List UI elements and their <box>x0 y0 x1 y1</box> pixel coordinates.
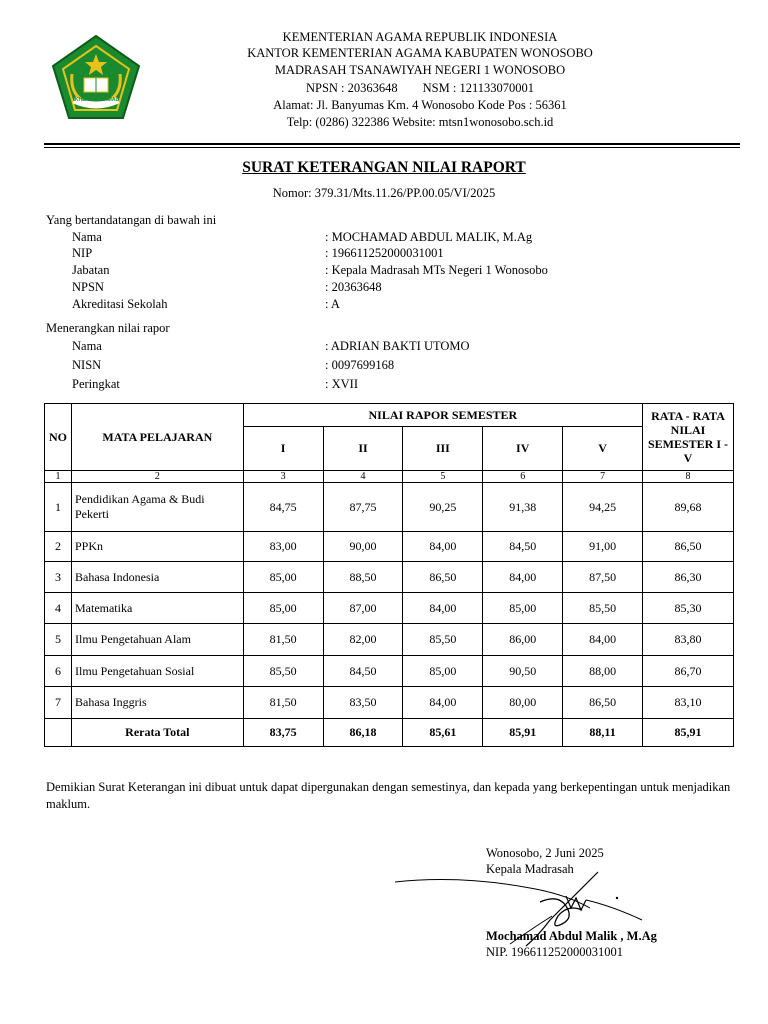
header-subject: MATA PELAJARAN <box>71 404 243 471</box>
row-sem-5: 86,50 <box>563 687 643 719</box>
row-subject: Bahasa Inggris <box>71 687 243 719</box>
row-sem-1: 83,00 <box>243 532 323 562</box>
row-subject: Ilmu Pengetahuan Sosial <box>71 656 243 687</box>
student-nisn-value: : 0097699168 <box>325 358 395 372</box>
total-label: Rerata Total <box>71 719 243 747</box>
row-subject: Matematika <box>71 593 243 624</box>
row-sem-5: 84,00 <box>563 624 643 656</box>
row-average: 89,68 <box>643 483 734 532</box>
row-average: 85,30 <box>643 593 734 624</box>
grades-table <box>44 403 734 747</box>
table-row <box>45 624 734 656</box>
table-row <box>45 687 734 719</box>
signer-full-name: Mochamad Abdul Malik , M.Ag <box>486 929 657 943</box>
school-address: Alamat: Jl. Banyumas Km. 4 Wonosobo Kode Pos : 56361 <box>273 98 567 112</box>
header-sem-1: I <box>243 427 323 471</box>
total-no <box>45 719 72 747</box>
index-cell: 8 <box>643 471 734 483</box>
row-no: 1 <box>45 483 72 532</box>
table-row <box>45 532 734 562</box>
row-average: 83,80 <box>643 624 734 656</box>
header-sem-5: V <box>563 427 643 471</box>
row-sem-2: 87,75 <box>323 483 403 532</box>
intro-text: Yang bertandatangan di bawah ini <box>46 213 217 227</box>
total-sem-3: 85,61 <box>403 719 483 747</box>
total-row <box>45 719 734 747</box>
student-rank-value: : XVII <box>325 377 358 391</box>
closing-statement: Demikian Surat Keterangan ini dibuat untuk dapat dipergunakan dengan semestinya, dan kepada yang berkepentingan untuk menjadikan maklum. <box>46 780 731 811</box>
logo-motto: IKHLAS BERAMAL <box>73 97 119 103</box>
office-name: KANTOR KEMENTERIAN AGAMA KABUPATEN WONOSOBO <box>247 46 593 60</box>
row-subject: Bahasa Indonesia <box>71 562 243 593</box>
row-sem-1: 85,50 <box>243 656 323 687</box>
row-sem-1: 85,00 <box>243 593 323 624</box>
row-sem-4: 80,00 <box>483 687 563 719</box>
row-sem-1: 81,50 <box>243 624 323 656</box>
signer-position-value: : Kepala Madrasah MTs Negeri 1 Wonosobo <box>325 263 548 277</box>
row-subject: Ilmu Pengetahuan Alam <box>71 624 243 656</box>
header-average: RATA - RATA NILAI SEMESTER I - V <box>643 404 734 471</box>
header-sem-2: II <box>323 427 403 471</box>
row-average: 86,50 <box>643 532 734 562</box>
index-cell: 7 <box>563 471 643 483</box>
school-codes: NPSN : 20363648 NSM : 121133070001 <box>305 81 535 95</box>
table-row <box>45 656 734 687</box>
row-sem-4: 85,00 <box>483 593 563 624</box>
signer-title: Kepala Madrasah <box>486 862 574 876</box>
row-sem-5: 94,25 <box>563 483 643 532</box>
student-rank-label: Peringkat <box>72 377 120 391</box>
row-no: 3 <box>45 562 72 593</box>
table-row <box>45 483 734 532</box>
row-average: 83,10 <box>643 687 734 719</box>
row-sem-3: 84,00 <box>403 593 483 624</box>
row-sem-5: 87,50 <box>563 562 643 593</box>
total-sem-4: 85,91 <box>483 719 563 747</box>
signer-nip-value: : 196611252000031001 <box>325 246 444 260</box>
student-nisn-label: NISN <box>72 358 102 372</box>
accreditation-label: Akreditasi Sekolah <box>72 297 168 311</box>
row-sem-4: 86,00 <box>483 624 563 656</box>
row-sem-3: 90,25 <box>403 483 483 532</box>
row-subject: Pendidikan Agama & Budi Pekerti <box>71 483 243 532</box>
table-header-row <box>45 404 734 427</box>
row-sem-3: 84,00 <box>403 687 483 719</box>
row-no: 6 <box>45 656 72 687</box>
signer-npsn-value: : 20363648 <box>325 280 382 294</box>
table-row <box>45 593 734 624</box>
school-contact: Telp: (0286) 322386 Website: mtsn1wonosobo.sch.id <box>286 115 554 129</box>
header-divider <box>44 143 740 145</box>
row-sem-4: 84,00 <box>483 562 563 593</box>
place-date: Wonosobo, 2 Juni 2025 <box>486 846 604 860</box>
row-no: 2 <box>45 532 72 562</box>
kemenag-logo <box>50 34 142 122</box>
row-sem-5: 85,50 <box>563 593 643 624</box>
row-sem-5: 88,00 <box>563 656 643 687</box>
header-sem-3: III <box>403 427 483 471</box>
index-cell: 6 <box>483 471 563 483</box>
student-name-value: : ADRIAN BAKTI UTOMO <box>325 339 470 353</box>
row-sem-3: 85,50 <box>403 624 483 656</box>
row-sem-2: 83,50 <box>323 687 403 719</box>
table-index-row <box>45 471 734 483</box>
row-sem-3: 86,50 <box>403 562 483 593</box>
row-sem-3: 85,00 <box>403 656 483 687</box>
row-sem-3: 84,00 <box>403 532 483 562</box>
header-no: NO <box>45 404 72 471</box>
row-subject: PPKn <box>71 532 243 562</box>
school-name: MADRASAH TSANAWIYAH NEGERI 1 WONOSOBO <box>274 63 566 77</box>
index-cell: 5 <box>403 471 483 483</box>
document-title: SURAT KETERANGAN NILAI RAPORT <box>242 159 526 176</box>
row-sem-2: 90,00 <box>323 532 403 562</box>
row-sem-1: 81,50 <box>243 687 323 719</box>
index-cell: 2 <box>71 471 243 483</box>
row-sem-2: 82,00 <box>323 624 403 656</box>
student-name-label: Nama <box>72 339 102 353</box>
signer-nip: NIP. 196611252000031001 <box>486 945 624 959</box>
document-number: Nomor: 379.31/Mts.11.26/PP.00.05/VI/2025 <box>272 186 496 200</box>
intro2-text: Menerangkan nilai rapor <box>46 321 170 335</box>
row-sem-5: 91,00 <box>563 532 643 562</box>
row-sem-4: 90,50 <box>483 656 563 687</box>
total-average: 85,91 <box>643 719 734 747</box>
accreditation-value: : A <box>325 297 340 311</box>
index-cell: 3 <box>243 471 323 483</box>
row-sem-2: 84,50 <box>323 656 403 687</box>
row-no: 4 <box>45 593 72 624</box>
row-sem-2: 87,00 <box>323 593 403 624</box>
row-average: 86,70 <box>643 656 734 687</box>
row-no: 7 <box>45 687 72 719</box>
row-sem-1: 84,75 <box>243 483 323 532</box>
signer-position-label: Jabatan <box>72 263 110 277</box>
total-sem-5: 88,11 <box>563 719 643 747</box>
ministry-name: KEMENTERIAN AGAMA REPUBLIK INDONESIA <box>282 30 558 44</box>
row-no: 5 <box>45 624 72 656</box>
row-average: 86,30 <box>643 562 734 593</box>
header-semester: NILAI RAPOR SEMESTER <box>243 404 642 427</box>
signer-nip-label: NIP <box>72 246 93 260</box>
total-sem-2: 86,18 <box>323 719 403 747</box>
signer-name-value: : MOCHAMAD ABDUL MALIK, M.Ag <box>325 230 533 244</box>
header-sem-4: IV <box>483 427 563 471</box>
row-sem-4: 84,50 <box>483 532 563 562</box>
table-row <box>45 562 734 593</box>
header-divider-thin <box>44 147 740 148</box>
index-cell: 1 <box>45 471 72 483</box>
total-sem-1: 83,75 <box>243 719 323 747</box>
row-sem-4: 91,38 <box>483 483 563 532</box>
signer-npsn-label: NPSN <box>72 280 104 294</box>
index-cell: 4 <box>323 471 403 483</box>
row-sem-2: 88,50 <box>323 562 403 593</box>
row-sem-1: 85,00 <box>243 562 323 593</box>
signer-name-label: Nama <box>72 230 102 244</box>
